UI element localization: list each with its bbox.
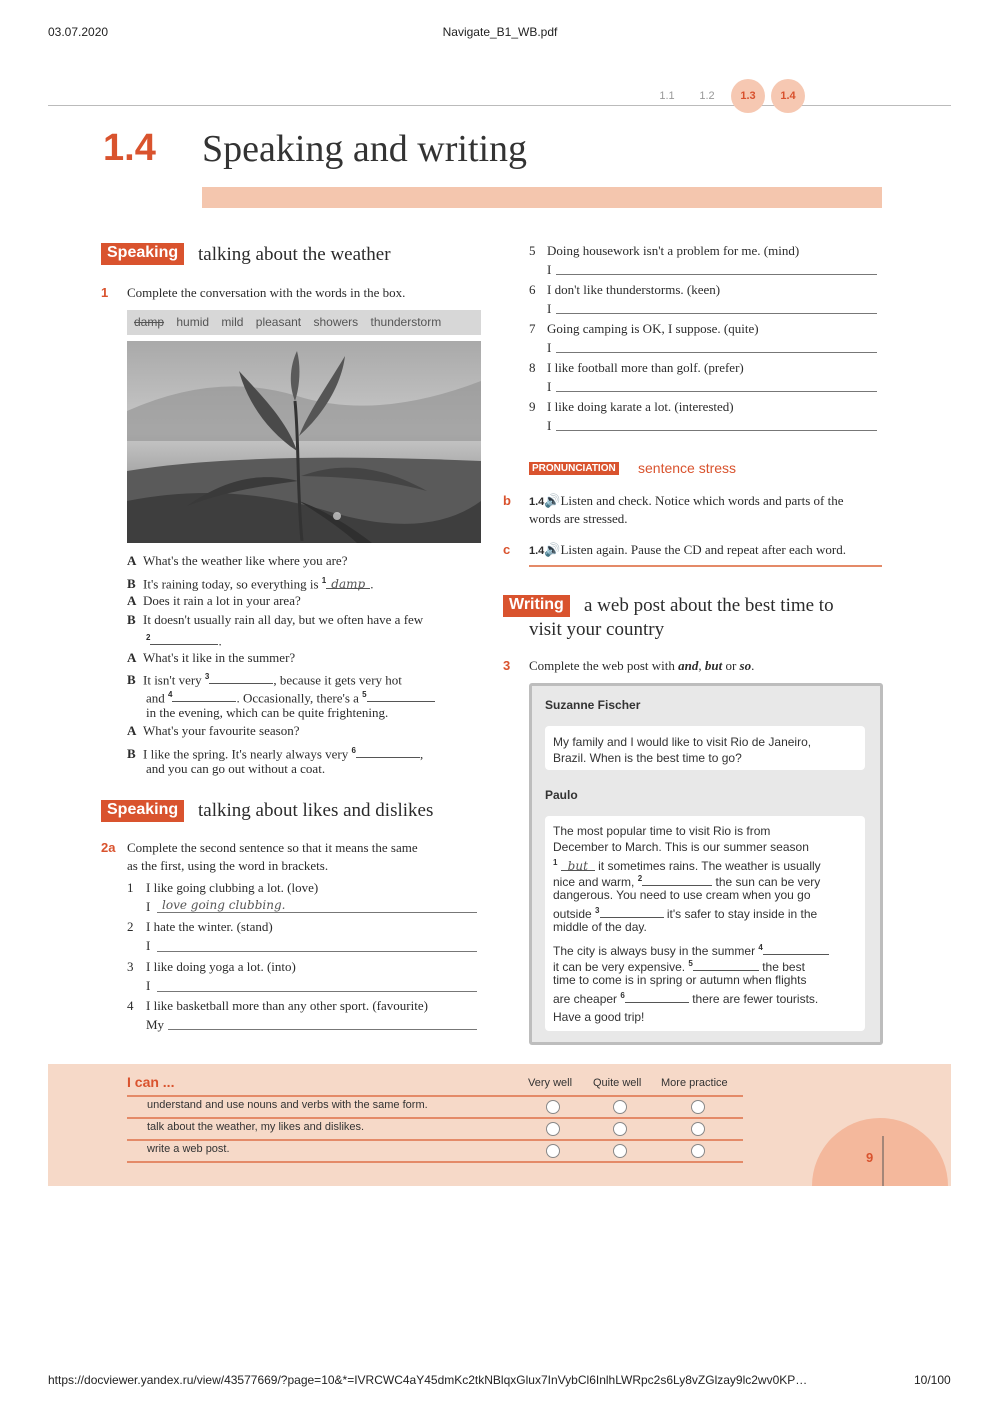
item-8-start: I <box>547 379 552 394</box>
nav-unit-1-1[interactable]: 1.1 <box>659 90 675 102</box>
post-2-line-4: nice and warm, $^2$ the sun can be very <box>553 874 821 889</box>
exercise-3-number: 3 <box>503 658 511 673</box>
pronunciation-rule <box>529 565 882 567</box>
word-humid: humid <box>176 315 210 329</box>
word-damp: damp <box>134 315 165 329</box>
item-5-start: I <box>547 262 552 277</box>
post-2-line-7: middle of the day. <box>553 920 647 934</box>
answer-4[interactable] <box>172 689 236 702</box>
post-2-line-12: Have a good trip! <box>553 1010 645 1024</box>
exercise-1-instruction: Complete the conversation with the words in the box. <box>127 285 406 300</box>
item-3-answer-line[interactable] <box>157 991 477 992</box>
dialogue-line-7: A What's your favourite season? <box>127 723 300 738</box>
item-1-answer-line[interactable] <box>157 912 477 913</box>
page-count: 10/100 <box>914 1373 951 1387</box>
audio-icon-2[interactable]: 🔊 <box>544 542 561 557</box>
exercise-2a-instruction-2: as the first, using the word in brackets. <box>127 858 329 873</box>
answer-6[interactable] <box>356 745 420 758</box>
writing-tag: Writing <box>503 595 570 617</box>
dialogue-line-1: A What's the weather like where you are? <box>127 553 348 568</box>
post-2-line-3: $^1$ but it sometimes rains. The weather is usually <box>553 858 821 873</box>
item-6-answer-line[interactable] <box>556 313 877 314</box>
item-8-answer-line[interactable] <box>556 391 877 392</box>
item-1-answer: love going clubbing. <box>162 898 286 912</box>
post-answer-6[interactable] <box>625 990 689 1003</box>
dialogue-line-8-cont: and you can go out without a coat. <box>146 761 326 776</box>
radio-row3-more-practice[interactable] <box>691 1144 705 1158</box>
item-5-answer-line[interactable] <box>556 274 877 275</box>
dialogue-line-6-cont: and $^4$ . Occasionally, there's a $^5$ <box>146 686 435 706</box>
col-more-practice: More practice <box>661 1077 728 1089</box>
ican-row-1: understand and use nouns and verbs with the same form. <box>147 1099 428 1111</box>
item-3: 3 I like doing yoga a lot. (into) <box>127 959 296 974</box>
post-answer-5[interactable] <box>693 958 759 971</box>
item-7-start: I <box>547 340 552 355</box>
word-pleasant: pleasant <box>255 315 302 329</box>
item-9: 9 I like doing karate a lot. (interested) <box>529 399 734 414</box>
dialogue-line-8: B I like the spring. It's nearly always very $^6$ , <box>127 746 424 762</box>
ican-row-3: write a web post. <box>147 1143 230 1155</box>
item-7-answer-line[interactable] <box>556 352 877 353</box>
top-rule <box>48 105 951 106</box>
nav-unit-1-3[interactable]: 1.3 <box>731 79 765 113</box>
nav-unit-1-2[interactable]: 1.2 <box>699 90 715 102</box>
radio-row3-very-well[interactable] <box>546 1144 560 1158</box>
ican-rule-3 <box>127 1161 743 1163</box>
item-4-start: My <box>146 1017 165 1032</box>
speaking-likes-title: talking about likes and dislikes <box>198 800 434 821</box>
word-mild: mild <box>221 315 244 329</box>
item-7: 7 Going camping is OK, I suppose. (quite) <box>529 321 759 336</box>
dialogue-line-4: B It doesn't usually rain all day, but we often have a few <box>127 612 424 627</box>
exercise-b-text-2: words are stressed. <box>529 511 628 526</box>
item-6: 6 I don't like thunderstorms. (keen) <box>529 282 721 297</box>
ican-rule-1 <box>127 1117 743 1119</box>
speaking-weather-title: talking about the weather <box>198 244 391 265</box>
item-1-start: I <box>146 899 151 914</box>
post-2-line-5: dangerous. You need to use cream when you go <box>553 888 811 902</box>
ican-rule-0 <box>127 1095 743 1097</box>
answer-5[interactable] <box>367 689 435 702</box>
item-2: 2 I hate the winter. (stand) <box>127 919 273 934</box>
speaking-tag: Speaking <box>101 243 184 265</box>
post-author-2: Paulo <box>545 788 578 802</box>
post-author-1: Suzanne Fischer <box>545 698 641 712</box>
exercise-c-text: 1.4🔊Listen again. Pause the CD and repeat after each word. <box>529 542 847 557</box>
page-url: https://docviewer.yandex.ru/view/43577669/?page=10&*=IVRCWC4aY45dmKc2tkNBlqxGlux7InVybCl6InlhLWRpc2s6Ly8vZGlzay9lc2wv0KP… <box>48 1373 808 1387</box>
word-thunderstorm: thunderstorm <box>370 315 442 329</box>
exercise-3-instruction: Complete the web post with and, but or so. <box>529 658 755 673</box>
answer-1[interactable]: damp <box>326 576 370 589</box>
item-3-start: I <box>146 978 151 993</box>
page-number-circle <box>812 1118 951 1186</box>
item-6-start: I <box>547 301 552 316</box>
post-2-line-2: December to March. This is our summer season <box>553 840 809 854</box>
ican-title: I can ... <box>127 1074 175 1090</box>
col-very-well: Very well <box>528 1077 573 1089</box>
post-answer-1[interactable]: but <box>561 858 595 871</box>
radio-row2-more-practice[interactable] <box>691 1122 705 1136</box>
page-number: 9 <box>866 1150 874 1165</box>
word-showers: showers <box>313 315 359 329</box>
radio-row1-more-practice[interactable] <box>691 1100 705 1114</box>
post-2-line-11: are cheaper $^6$ there are fewer tourists. <box>553 991 819 1006</box>
print-date: 03.07.2020 <box>48 25 109 39</box>
exercise-2a-instruction-1: Complete the second sentence so that it means the same <box>127 840 418 855</box>
post-2-line-9: it can be very expensive. $^5$ the best <box>553 959 805 974</box>
dialogue-line-6: B It isn't very $^3$ , because it gets very hot <box>127 672 402 688</box>
exercise-c-label: c <box>503 542 511 557</box>
nav-unit-1-4[interactable]: 1.4 <box>771 79 805 113</box>
radio-row2-quite-well[interactable] <box>613 1122 627 1136</box>
unit-number: 1.4 <box>103 127 156 169</box>
item-5: 5 Doing housework isn't a problem for me. (mind) <box>529 243 800 258</box>
rain-plant-photo <box>127 341 481 543</box>
title-banner <box>202 187 882 208</box>
radio-row3-quite-well[interactable] <box>613 1144 627 1158</box>
dialogue-line-3: A Does it rain a lot in your area? <box>127 593 301 608</box>
ican-rule-2 <box>127 1139 743 1141</box>
post-1-line-1: My family and I would like to visit Rio de Janeiro, <box>553 735 812 749</box>
item-4: 4 I like basketball more than any other sport. (favourite) <box>127 998 428 1013</box>
ican-row-2: talk about the weather, my likes and dislikes. <box>147 1121 365 1133</box>
item-9-answer-line[interactable] <box>556 430 877 431</box>
post-answer-4[interactable] <box>763 942 829 955</box>
exercise-1-number: 1 <box>101 285 109 300</box>
item-4-answer-line[interactable] <box>168 1029 477 1030</box>
exercise-b-text: 1.4🔊Listen and check. Notice which words and parts of the <box>529 493 844 508</box>
pronunciation-title: sentence stress <box>638 460 737 476</box>
dialogue-line-4-cont: $^2$ . <box>146 633 222 649</box>
answer-2[interactable] <box>150 632 218 645</box>
dialogue-line-5: A What's it like in the summer? <box>127 650 296 665</box>
post-2-line-6: outside $^3$ it's safer to stay inside in the <box>553 906 818 921</box>
item-8: 8 I like football more than golf. (prefer) <box>529 360 744 375</box>
radio-row1-very-well[interactable] <box>546 1100 560 1114</box>
radio-row2-very-well[interactable] <box>546 1122 560 1136</box>
post-answer-2[interactable] <box>642 873 712 886</box>
writing-title-1: a web post about the best time to <box>584 595 834 616</box>
item-2-answer-line[interactable] <box>157 951 477 952</box>
item-2-start: I <box>146 938 151 953</box>
unit-title: Speaking and writing <box>202 128 528 170</box>
exercise-b-label: b <box>503 493 511 508</box>
audio-icon[interactable]: 🔊 <box>544 493 561 508</box>
writing-title-2: visit your country <box>529 619 665 640</box>
radio-row1-quite-well[interactable] <box>613 1100 627 1114</box>
file-name: Navigate_B1_WB.pdf <box>442 25 558 39</box>
post-2-line-10: time to come is in spring or autumn when flights <box>553 973 807 987</box>
pronunciation-tag: PRONUNCIATION <box>529 462 619 475</box>
col-quite-well: Quite well <box>593 1077 642 1089</box>
item-9-start: I <box>547 418 552 433</box>
exercise-2a-number: 2a <box>101 840 116 855</box>
word-box <box>127 310 481 335</box>
post-1-line-2: Brazil. When is the best time to go? <box>553 751 742 765</box>
dialogue-line-2: B It's raining today, so everything is $^1$ damp . <box>127 576 374 592</box>
speaking-likes-tag: Speaking <box>101 800 184 822</box>
item-1: 1 I like going clubbing a lot. (love) <box>127 880 319 895</box>
dialogue-line-6-end: in the evening, which can be quite frightening. <box>146 705 389 720</box>
answer-3[interactable] <box>209 671 273 684</box>
post-2-line-1: The most popular time to visit Rio is from <box>553 824 771 838</box>
post-2-line-8: The city is always busy in the summer $^4$ <box>553 940 829 959</box>
post-answer-3[interactable] <box>600 905 664 918</box>
